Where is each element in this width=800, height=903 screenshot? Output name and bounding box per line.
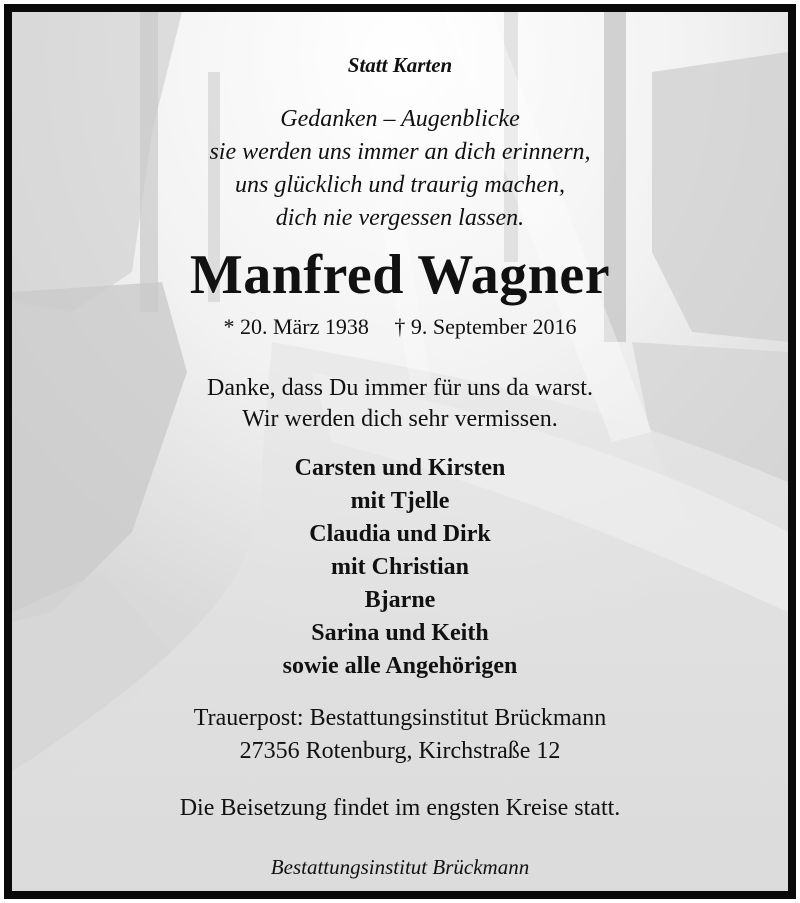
death-date: † 9. September 2016	[394, 314, 577, 339]
mourner-line: Carsten und Kirsten	[294, 455, 506, 481]
mourner-line: mit Tjelle	[350, 488, 450, 514]
thanks-line-1: Danke, dass Du immer für uns da warst.	[207, 375, 593, 401]
mail-line-1: Trauerpost: Bestattungsinstitut Brückmann	[193, 705, 607, 731]
statt-karten-heading: Statt Karten	[347, 53, 453, 77]
verse-line-3: uns glücklich und traurig machen,	[235, 172, 565, 198]
verse-line-1: Gedanken – Augenblicke	[280, 106, 520, 132]
mourner-line: sowie alle Angehörigen	[282, 653, 518, 679]
thanks-line-2: Wir werden dich sehr vermissen.	[242, 406, 558, 432]
deceased-name: Manfred Wagner	[189, 244, 611, 306]
notice-text	[12, 12, 788, 891]
mail-line-2: 27356 Rotenburg, Kirchstraße 12	[239, 738, 561, 764]
mourner-line: mit Christian	[331, 554, 469, 580]
verse-line-4: dich nie vergessen lassen.	[275, 205, 525, 231]
obituary-notice	[4, 4, 796, 899]
verse-line-2: sie werden uns immer an dich erinnern,	[209, 139, 591, 165]
birth-date: * 20. März 1938	[223, 314, 369, 339]
mourner-line: Sarina und Keith	[311, 620, 489, 646]
burial-note: Die Beisetzung findet im engsten Kreise statt.	[179, 795, 621, 821]
mourner-line: Claudia und Dirk	[309, 521, 491, 547]
life-dates	[12, 314, 788, 340]
mourner-line: Bjarne	[364, 587, 436, 613]
funeral-home-signature: Bestattungsinstitut Brückmann	[270, 855, 530, 879]
